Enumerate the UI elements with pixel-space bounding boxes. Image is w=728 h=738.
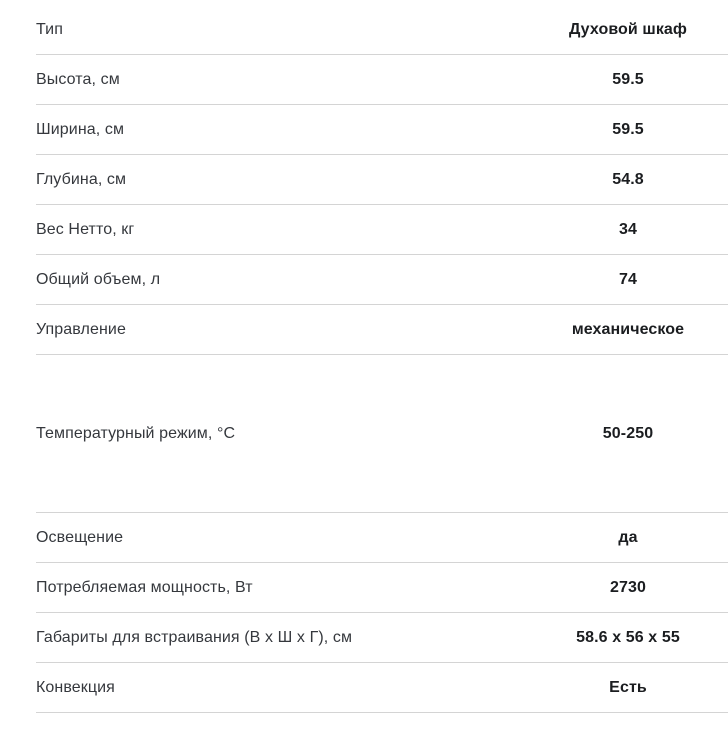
spec-row [36,355,728,513]
spec-value: 59.5 [612,70,644,88]
spec-row [36,155,728,205]
spec-value: 34 [619,220,637,238]
spec-row [36,613,728,663]
spec-row [36,513,728,563]
spec-label: Глубина, см [36,170,127,188]
spec-label: Температурный режим, °С [36,424,236,442]
spec-row [36,205,728,255]
spec-label: Освещение [36,528,124,546]
spec-label: Управление [36,320,126,338]
spec-value: 59.5 [612,120,644,138]
spec-value: механическое [571,320,685,338]
spec-row [36,563,728,613]
spec-value: 54.8 [612,170,644,188]
spec-row [36,105,728,155]
spec-value: да [618,528,638,546]
spec-value: Духовой шкаф [568,20,688,38]
spec-label: Вес Нетто, кг [36,220,135,238]
spec-row [36,663,728,713]
spec-label: Ширина, см [36,120,125,138]
spec-label: Общий объем, л [36,270,161,288]
spec-label: Конвекция [36,678,115,696]
spec-label: Потребляемая мощность, Вт [36,578,253,596]
spec-row [36,255,728,305]
spec-value: 2730 [610,578,646,596]
spec-row [36,5,728,55]
spec-row [36,55,728,105]
spec-row [36,305,728,355]
spec-label: Тип [36,20,63,38]
spec-label: Габариты для встраивания (В х Ш х Г), см [36,628,353,646]
spec-value: 50-250 [602,424,654,442]
spec-value: Есть [609,678,647,696]
spec-label: Высота, см [36,70,120,88]
spec-value: 74 [619,270,637,288]
spec-value: 58.6 x 56 x 55 [576,628,680,646]
